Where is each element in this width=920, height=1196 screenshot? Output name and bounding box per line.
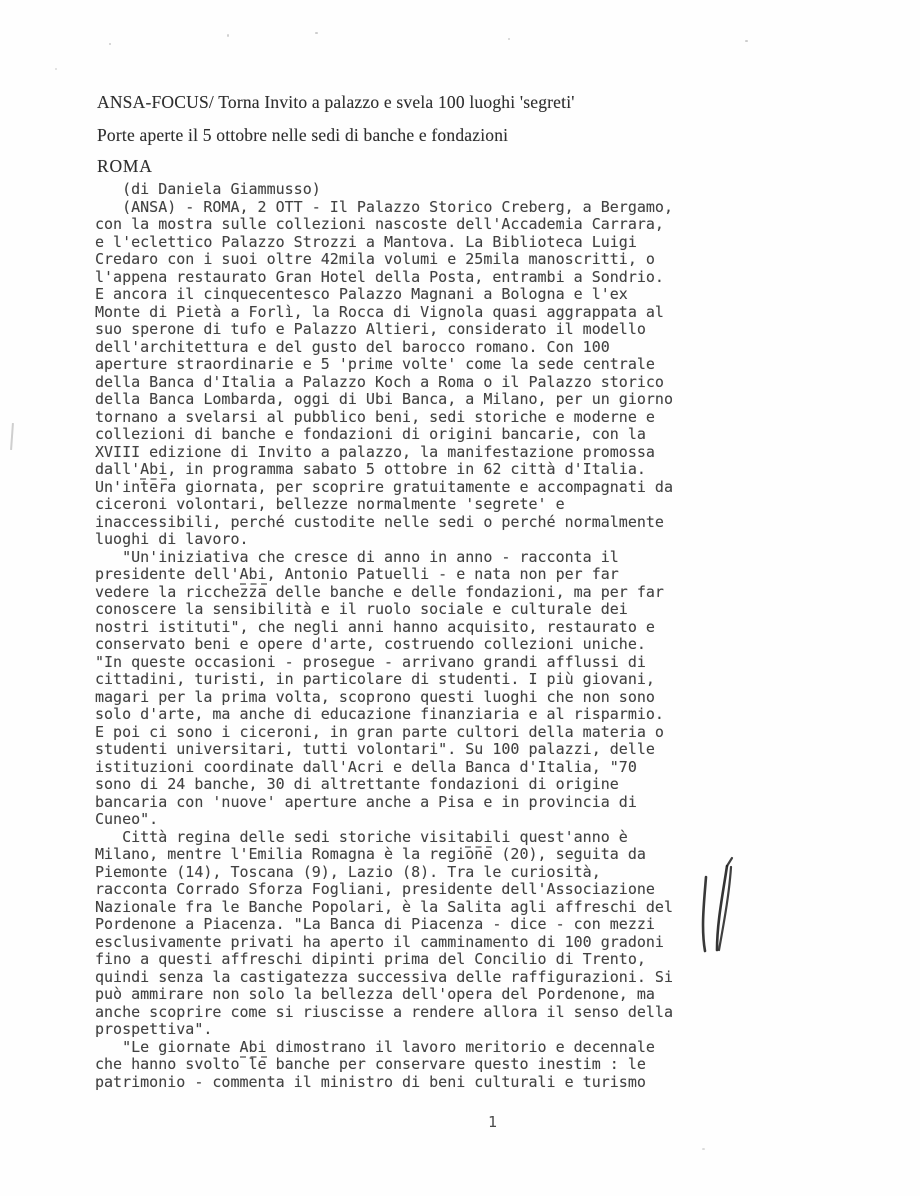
text-line: (ANSA) - ROMA, 2 OTT - Il Palazzo Storico Creberg, a Bergamo,: [95, 197, 673, 216]
article-body: [95, 181, 673, 1091]
text-line: della Banca Lombarda, oggi di Ubi Banca, a Milano, per un giorno: [95, 390, 673, 408]
scan-speck: [745, 40, 748, 42]
text-line: nostri istituti", che negli anni hanno acquisito, restaurato e: [95, 617, 655, 636]
text-line: inaccessibili, perché custodite nelle sedi o perché normalmente: [95, 512, 664, 531]
article-subtitle: Porte aperte il 5 ottobre nelle sedi di banche e fondazioni: [97, 125, 509, 145]
text-line: "Un'iniziativa che cresce di anno in anno - racconta il: [95, 547, 619, 566]
scan-speck: [315, 32, 318, 34]
text-line: Nazionale fra le Banche Popolari, è la Salita agli affreschi del: [95, 897, 673, 916]
text-line: dell'architettura e del gusto del barocco romano. Con 100: [95, 337, 610, 356]
text-line: Monte di Pietà a Forlì, la Rocca di Vignola quasi aggrappata al: [95, 302, 664, 321]
text-line: magari per la prima volta, scoprono questi luoghi che non sono: [95, 687, 655, 706]
text-line: solo d'arte, ma anche di educazione finanziaria e al risparmio.: [95, 705, 664, 723]
text-line: Città regina delle sedi storiche visitabili quest'anno è: [95, 827, 628, 846]
left-margin-smudge: [10, 423, 14, 450]
text-line: racconta Corrado Sforza Fogliani, presidente dell'Associazione: [95, 880, 655, 898]
text-line: l'appena restaurato Gran Hotel della Posta, entrambi a Sondrio.: [95, 267, 664, 286]
text-line: prospettiva".: [95, 1020, 213, 1038]
text-line: Piemonte (14), Toscana (9), Lazio (8). Tra le curiosità,: [95, 862, 601, 881]
underlined-text: abi: [465, 827, 493, 846]
text-line: istituzioni coordinate dall'Acri e della Banca d'Italia, "70: [95, 757, 637, 776]
text-line: bancaria con 'nuove' aperture anche a Pisa e in provincia di: [95, 792, 637, 811]
text-line: anche scoprire come si riuscisse a rendere allora il senso della: [95, 1002, 673, 1021]
text-line: "In queste occasioni - prosegue - arrivano grandi afflussi di: [95, 652, 646, 671]
text-line: "Le giornate Abi dimostrano il lavoro meritorio e decennale: [95, 1037, 655, 1056]
text-line: vedere la ricchezza delle banche e delle fondazioni, ma per far: [95, 582, 664, 601]
text-line: ciceroni volontari, bellezze normalmente 'segrete' e: [95, 495, 565, 513]
page-number: 1: [488, 1113, 498, 1131]
underlined-text: Abi: [140, 460, 168, 478]
text-line: suo sperone di tufo e Palazzo Altieri, considerato il modello: [95, 320, 646, 338]
text-line: Pordenone a Piacenza. "La Banca di Piacenza - dice - con mezzi: [95, 915, 655, 933]
text-line: che hanno svolto le banche per conservare questo inestim : le: [95, 1055, 646, 1073]
text-line: Credaro con i suoi oltre 42mila volumi e 25mila manoscritti, o: [95, 250, 655, 268]
text-line: collezioni di banche e fondazioni di origini bancarie, con la: [95, 425, 646, 443]
text-line: tornano a svelarsi al pubblico beni, sedi storiche e moderne e: [95, 407, 655, 426]
text-line: E poi ci sono i ciceroni, in gran parte cultori della materia o: [95, 722, 664, 741]
text-line: può ammirare non solo la bellezza dell'opera del Pordenone, ma: [95, 985, 655, 1003]
text-line: studenti universitari, tutti volontari". Su 100 palazzi, delle: [95, 740, 655, 758]
text-line: XVIII edizione di Invito a palazzo, la manifestazione promossa: [95, 442, 655, 461]
text-line: sono di 24 banche, 30 di altrettante fondazioni di origine: [95, 775, 619, 793]
text-line: Milano, mentre l'Emilia Romagna è la regione (20), seguita da: [95, 845, 646, 863]
text-line: conservato beni e opere d'arte, costruendo collezioni uniche.: [95, 635, 646, 653]
text-line: Cuneo".: [95, 810, 159, 828]
text-line: dall'Abi, in programma sabato 5 ottobre in 62 città d'Italia.: [95, 460, 646, 478]
text-line: e l'eclettico Palazzo Strozzi a Mantova. La Biblioteca Luigi: [95, 232, 637, 251]
text-line: luoghi di lavoro.: [95, 530, 249, 548]
text-line: esclusivamente privati ha aperto il camminamento di 100 gradoni: [95, 932, 664, 951]
scan-speck: [109, 43, 111, 45]
scan-speck: [508, 38, 510, 40]
text-line: (di Daniela Giammusso): [95, 180, 321, 198]
text-line: cittadini, turisti, in particolare di studenti. I più giovani,: [95, 670, 655, 688]
text-line: quindi senza la castigatezza successiva delle raffigurazioni. Si: [95, 967, 673, 986]
text-line: della Banca d'Italia a Palazzo Koch a Roma o il Palazzo storico: [95, 372, 664, 391]
scan-speck: [227, 34, 229, 37]
text-line: aperture straordinarie e 5 'prime volte' come la sede centrale: [95, 355, 655, 373]
text-line: Un'intera giornata, per scoprire gratuitamente e accompagnati da: [95, 477, 673, 496]
scan-speck: [702, 1148, 705, 1150]
article-title: ANSA-FOCUS/ Torna Invito a palazzo e svela 100 luoghi 'segreti': [97, 92, 575, 112]
underlined-text: Abi: [239, 565, 267, 583]
scan-speck: [55, 68, 57, 70]
text-line: presidente dell'Abi, Antonio Patuelli - e nata non per far: [95, 565, 619, 583]
text-line: con la mostra sulle collezioni nascoste dell'Accademia Carrara,: [95, 215, 664, 233]
text-line: fino a questi affreschi dipinti prima del Concilio di Trento,: [95, 950, 646, 968]
underlined-text: Abi: [239, 1037, 267, 1056]
text-line: patrimonio - commenta il ministro di beni culturali e turismo: [95, 1072, 646, 1091]
text-line: conoscere la sensibilità e il ruolo sociale e culturale dei: [95, 600, 628, 618]
text-line: E ancora il cinquecentesco Palazzo Magnani a Bologna e l'ex: [95, 285, 628, 303]
dateline: ROMA: [97, 156, 153, 176]
